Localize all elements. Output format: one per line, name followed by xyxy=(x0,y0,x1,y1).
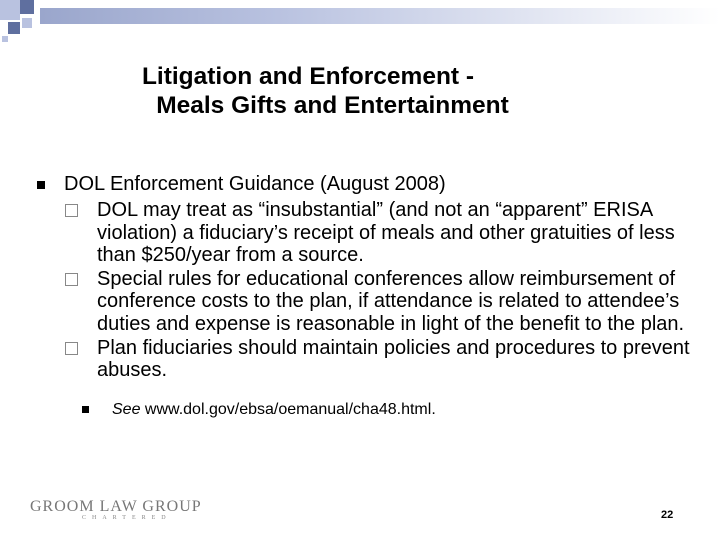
main-bullet xyxy=(32,172,702,196)
note-url[interactable]: www.dol.gov/ebsa/oemanual/cha48.html. xyxy=(144,400,436,418)
title-line-2: Meals Gifts and Entertainment xyxy=(156,92,509,119)
sub-bullet xyxy=(65,199,702,267)
hollow-square-bullet-icon xyxy=(65,273,78,286)
hollow-square-bullet-icon xyxy=(65,204,78,217)
reference-note xyxy=(82,400,702,420)
sub-bullet xyxy=(65,268,702,336)
square-bullet-icon xyxy=(82,406,89,413)
deco-square xyxy=(2,36,8,42)
sub-bullet-text: Special rules for educational conferences allow reimbursement of conference costs to the plan, if attendance is related to attendee’s duties and expense is reasonable in light of the benefit to the plan. xyxy=(97,267,685,335)
slide-title xyxy=(0,62,620,120)
deco-square xyxy=(20,0,34,14)
main-bullet-text: DOL Enforcement Guidance (August 2008) xyxy=(64,173,446,195)
sub-bullet-text: DOL may treat as “insubstantial” (and not an “apparent” ERISA violation) a fiduciary’s receipt of meals and other gratuities of less than $250/year from a source. xyxy=(97,199,675,267)
sub-bullet xyxy=(65,337,702,382)
groom-law-group-logo xyxy=(30,498,202,521)
bullet-list xyxy=(32,172,702,420)
deco-square xyxy=(8,22,20,34)
logo-name: GROOM LAW GROUP xyxy=(30,498,202,515)
title-line-1: Litigation and Enforcement - xyxy=(141,63,475,90)
sub-bullet-list xyxy=(32,199,702,382)
note-see: See xyxy=(112,400,141,418)
page-number: 22 xyxy=(661,509,674,521)
square-bullet-icon xyxy=(37,181,45,189)
sub-bullet-text: Plan fiduciaries should maintain policies and procedures to prevent abuses. xyxy=(97,336,690,382)
header-gradient-bar xyxy=(40,8,720,24)
deco-square xyxy=(0,0,20,20)
logo-subtitle: CHARTERED xyxy=(82,515,172,521)
corner-decoration xyxy=(0,0,720,60)
deco-square xyxy=(22,18,32,28)
hollow-square-bullet-icon xyxy=(65,342,78,355)
